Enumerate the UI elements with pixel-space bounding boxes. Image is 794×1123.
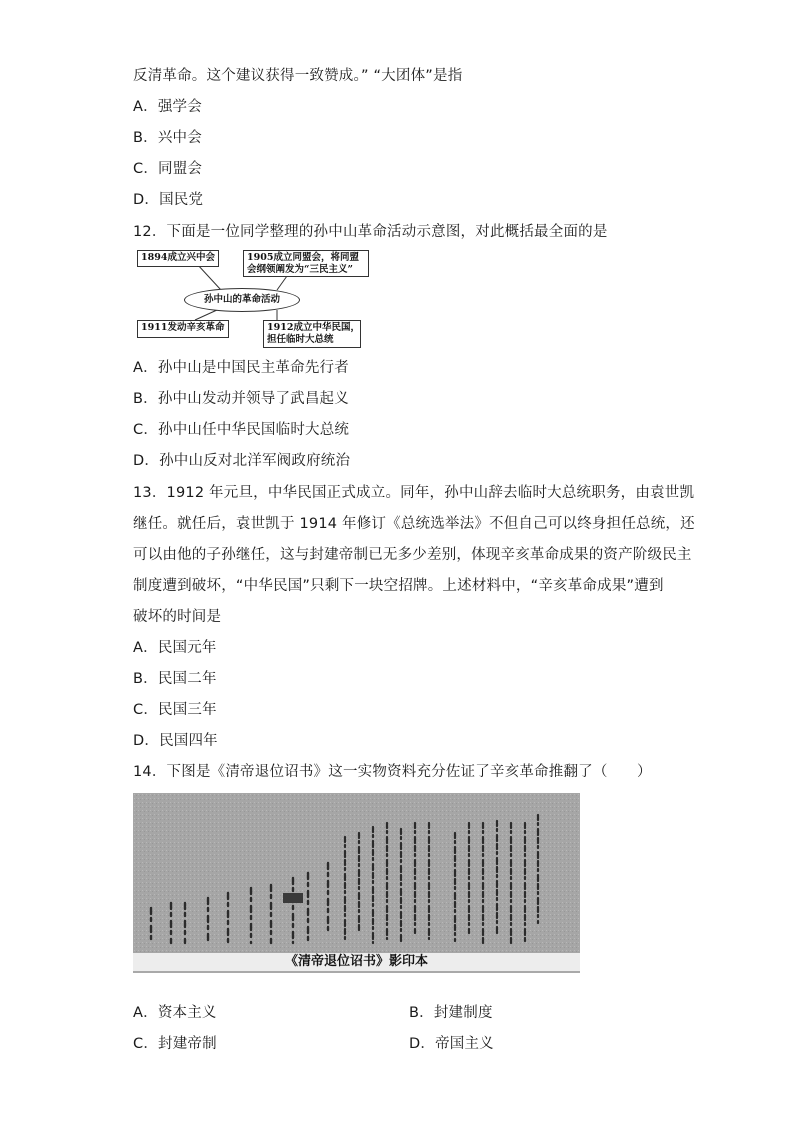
q13-option-a: A．民国元年	[133, 640, 217, 656]
revolution-activity-diagram	[137, 250, 369, 348]
q13-stem-line1: 13．1912 年元旦，中华民国正式成立。同年，孙中山辞去临时大总统职务，由袁世凯	[133, 485, 695, 501]
abdication-edict-photo	[133, 793, 580, 973]
q12-option-c: C．孙中山任中华民国临时大总统	[133, 422, 350, 438]
q14-option-c: C．封建帝制	[133, 1036, 217, 1052]
q11-option-b: B．兴中会	[133, 130, 202, 146]
diagram-box-1911	[137, 320, 229, 338]
q14-stem: 14．下图是《清帝退位诏书》这一实物资料充分佐证了辛亥革命推翻了（ ）	[133, 764, 652, 780]
diagram-box-1905-line2: 会纲领阐发为“三民主义”	[247, 264, 353, 275]
q14-option-b: B．封建制度	[409, 1005, 493, 1021]
q13-option-c: C．民国三年	[133, 702, 217, 718]
photo-caption: 《清帝退位诏书》影印本	[133, 953, 580, 971]
diagram-box-1905-line1: 1905成立同盟会，将同盟	[247, 252, 359, 263]
q13-stem-line3: 可以由他的子孙继任，这与封建帝制已无多少差别，体现辛亥革命成果的资产阶级民主	[133, 547, 692, 563]
q11-option-c: C．同盟会	[133, 161, 203, 177]
q13-option-d: D．民国四年	[133, 733, 218, 749]
q12-stem: 12．下面是一位同学整理的孙中山革命活动示意图，对此概括最全面的是	[133, 224, 608, 240]
q12-option-d: D．孙中山反对北洋军阀政府统治	[133, 453, 351, 469]
diagram-box-1911-text: 1911发动辛亥革命	[141, 322, 225, 333]
diagram-box-1905	[243, 250, 369, 277]
diagram-box-1912-line1: 1912成立中华民国，	[267, 322, 360, 333]
diagram-box-1894-text: 1894成立兴中会	[141, 252, 215, 263]
q12-option-a: A．孙中山是中国民主革命先行者	[133, 360, 349, 376]
q12-option-b: B．孙中山发动并领导了武昌起义	[133, 391, 349, 407]
diagram-center-oval: 孙中山的革命活动	[184, 288, 300, 312]
q13-stem-line4: 制度遭到破坏，“中华民国”只剩下一块空招牌。上述材料中，“辛亥革命成果”遭到	[133, 578, 664, 594]
q14-option-a: A．资本主义	[133, 1005, 217, 1021]
q14-option-d: D．帝国主义	[409, 1036, 494, 1052]
q11-option-a: A．强学会	[133, 99, 202, 115]
q13-stem-line5: 破坏的时间是	[133, 609, 222, 625]
q13-option-b: B．民国二年	[133, 671, 217, 687]
edict-manuscript-image	[133, 793, 580, 953]
q13-stem-line2: 继任。就任后，袁世凯于 1914 年修订《总统选举法》不但自己可以终身担任总统，还	[133, 516, 695, 532]
diagram-box-1912	[263, 320, 361, 348]
diagram-box-1894	[137, 250, 219, 267]
diagram-box-1912-line2: 担任临时大总统	[267, 334, 334, 345]
q11-stem-tail: 反清革命。这个建议获得一致赞成。” “大团体”是指	[133, 68, 463, 84]
q11-option-d: D．国民党	[133, 192, 204, 208]
